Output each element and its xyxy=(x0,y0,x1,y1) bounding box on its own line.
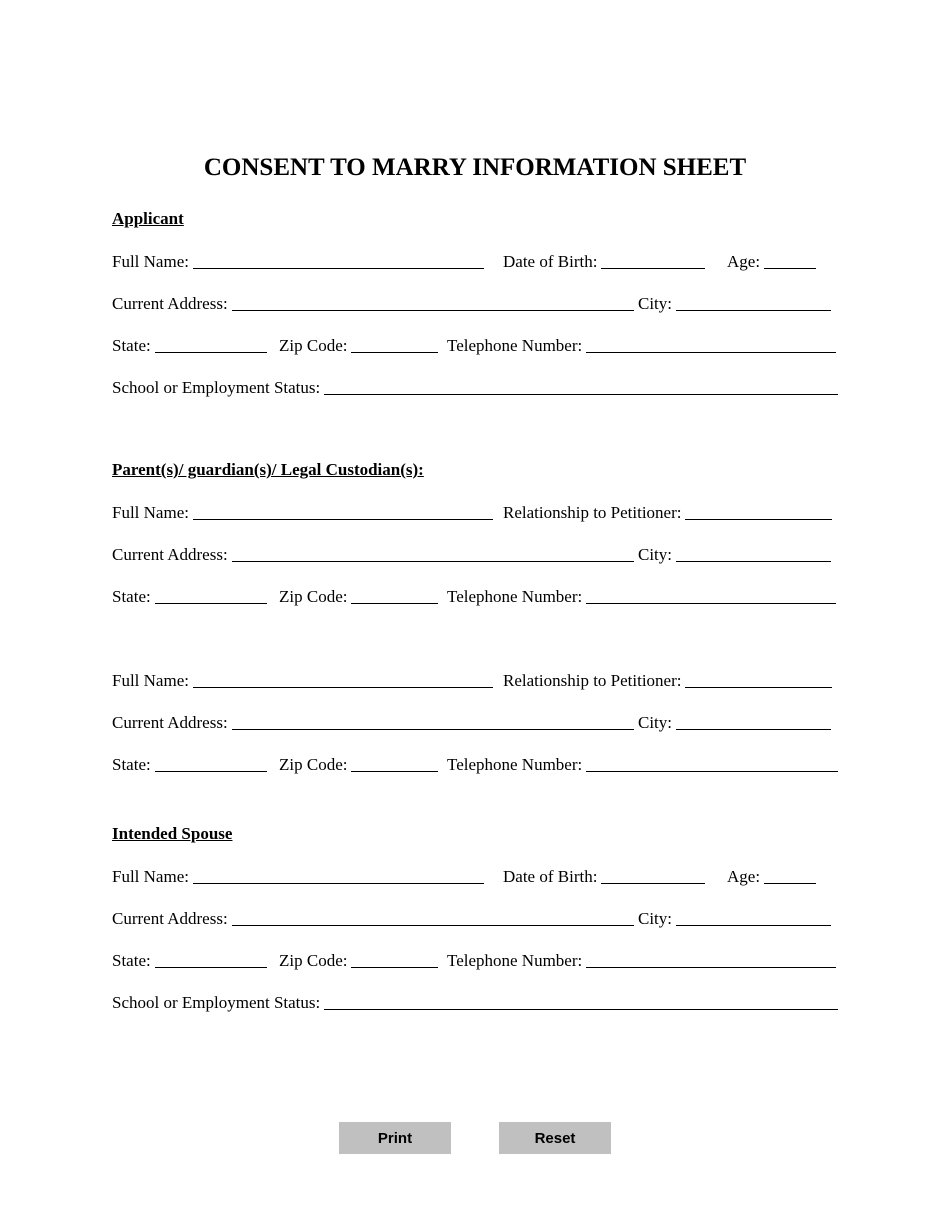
applicant-school-status xyxy=(112,375,838,399)
applicant-age-input[interactable] xyxy=(764,250,816,269)
applicant-telephone xyxy=(447,333,836,357)
school-status-label: School or Employment Status: xyxy=(112,378,321,397)
full-name-label: Full Name: xyxy=(112,671,189,690)
parent2-address-row xyxy=(0,710,950,734)
parent2-address xyxy=(112,710,634,734)
spouse-state-input[interactable] xyxy=(155,949,267,968)
spouse-telephone xyxy=(447,948,836,972)
full-name-label: Full Name: xyxy=(112,252,189,271)
parent1-zip xyxy=(279,584,438,608)
date-of-birth-label: Date of Birth: xyxy=(503,867,598,886)
city-label: City: xyxy=(638,713,673,732)
spouse-status-row xyxy=(0,990,950,1014)
spouse-address-row xyxy=(0,906,950,930)
parent2-relationship xyxy=(503,668,832,692)
parent2-state-input[interactable] xyxy=(155,753,267,772)
parent2-address-input[interactable] xyxy=(232,711,634,730)
parent2-relationship-input[interactable] xyxy=(685,669,832,688)
parent2-full-name xyxy=(112,668,493,692)
full-name-label: Full Name: xyxy=(112,867,189,886)
current-address-label: Current Address: xyxy=(112,909,228,928)
spouse-zip-input[interactable] xyxy=(351,949,438,968)
applicant-full-name-input[interactable] xyxy=(193,250,484,269)
parent1-state-input[interactable] xyxy=(155,585,267,604)
applicant-address-row xyxy=(0,291,950,315)
reset-button[interactable]: Reset xyxy=(499,1122,611,1154)
relationship-label: Relationship to Petitioner: xyxy=(503,671,682,690)
applicant-state-input[interactable] xyxy=(155,334,267,353)
spouse-city-input[interactable] xyxy=(676,907,831,926)
telephone-label: Telephone Number: xyxy=(447,336,583,355)
parent2-state xyxy=(112,752,267,776)
section-heading-parents: Parent(s)/ guardian(s)/ Legal Custodian(s): xyxy=(112,460,424,479)
parent2-name-row xyxy=(0,668,950,692)
spouse-school-status-input[interactable] xyxy=(324,991,838,1010)
parent1-name-row xyxy=(0,500,950,524)
full-name-label: Full Name: xyxy=(112,503,189,522)
city-label: City: xyxy=(638,909,673,928)
applicant-age xyxy=(727,249,816,273)
current-address-label: Current Address: xyxy=(112,545,228,564)
parent1-address xyxy=(112,542,634,566)
parent2-full-name-input[interactable] xyxy=(193,669,493,688)
parent1-state xyxy=(112,584,267,608)
applicant-city-input[interactable] xyxy=(676,292,831,311)
spouse-contact-row xyxy=(0,948,950,972)
applicant-zip xyxy=(279,333,438,357)
parent1-telephone-input[interactable] xyxy=(586,585,836,604)
parent2-city-input[interactable] xyxy=(676,711,831,730)
applicant-state xyxy=(112,333,267,357)
parent1-contact-row xyxy=(0,584,950,608)
spouse-address xyxy=(112,906,634,930)
current-address-label: Current Address: xyxy=(112,713,228,732)
spouse-zip xyxy=(279,948,438,972)
date-of-birth-label: Date of Birth: xyxy=(503,252,598,271)
spouse-city xyxy=(638,906,831,930)
applicant-address-input[interactable] xyxy=(232,292,634,311)
parent1-telephone xyxy=(447,584,836,608)
page-title: CONSENT TO MARRY INFORMATION SHEET xyxy=(203,154,747,181)
spouse-age xyxy=(727,864,816,888)
applicant-telephone-input[interactable] xyxy=(586,334,836,353)
spouse-name-row xyxy=(0,864,950,888)
parent2-city xyxy=(638,710,831,734)
spouse-dob xyxy=(503,864,705,888)
parent1-city xyxy=(638,542,831,566)
section-heading-applicant: Applicant xyxy=(112,209,184,228)
parent1-relationship-input[interactable] xyxy=(685,501,832,520)
applicant-city xyxy=(638,291,831,315)
spouse-school-status xyxy=(112,990,838,1014)
applicant-school-status-input[interactable] xyxy=(324,376,838,395)
spouse-full-name-input[interactable] xyxy=(193,865,484,884)
spouse-address-input[interactable] xyxy=(232,907,634,926)
relationship-label: Relationship to Petitioner: xyxy=(503,503,682,522)
parent2-zip xyxy=(279,752,438,776)
applicant-full-name xyxy=(112,249,484,273)
applicant-name-row xyxy=(0,249,950,273)
zip-code-label: Zip Code: xyxy=(279,336,348,355)
city-label: City: xyxy=(638,294,673,313)
spouse-state xyxy=(112,948,267,972)
state-label: State: xyxy=(112,336,151,355)
age-label: Age: xyxy=(727,867,761,886)
city-label: City: xyxy=(638,545,673,564)
parent1-full-name xyxy=(112,500,493,524)
spouse-dob-input[interactable] xyxy=(601,865,705,884)
zip-code-label: Zip Code: xyxy=(279,755,348,774)
parent2-telephone-input[interactable] xyxy=(586,753,838,772)
applicant-address xyxy=(112,291,634,315)
state-label: State: xyxy=(112,951,151,970)
applicant-dob xyxy=(503,249,705,273)
telephone-label: Telephone Number: xyxy=(447,755,583,774)
current-address-label: Current Address: xyxy=(112,294,228,313)
print-button[interactable]: Print xyxy=(339,1122,451,1154)
telephone-label: Telephone Number: xyxy=(447,951,583,970)
parent2-telephone xyxy=(447,752,838,776)
parent1-relationship xyxy=(503,500,832,524)
applicant-dob-input[interactable] xyxy=(601,250,705,269)
applicant-zip-input[interactable] xyxy=(351,334,438,353)
parent1-full-name-input[interactable] xyxy=(193,501,493,520)
parent1-city-input[interactable] xyxy=(676,543,831,562)
applicant-contact-row xyxy=(0,333,950,357)
applicant-status-row xyxy=(0,375,950,399)
parent2-contact-row xyxy=(0,752,950,776)
parent1-address-row xyxy=(0,542,950,566)
parent2-zip-input[interactable] xyxy=(351,753,438,772)
spouse-age-input[interactable] xyxy=(764,865,816,884)
spouse-telephone-input[interactable] xyxy=(586,949,836,968)
section-heading-spouse: Intended Spouse xyxy=(112,824,233,843)
state-label: State: xyxy=(112,587,151,606)
parent1-zip-input[interactable] xyxy=(351,585,438,604)
zip-code-label: Zip Code: xyxy=(279,587,348,606)
age-label: Age: xyxy=(727,252,761,271)
zip-code-label: Zip Code: xyxy=(279,951,348,970)
state-label: State: xyxy=(112,755,151,774)
telephone-label: Telephone Number: xyxy=(447,587,583,606)
school-status-label: School or Employment Status: xyxy=(112,993,321,1012)
parent1-address-input[interactable] xyxy=(232,543,634,562)
spouse-full-name xyxy=(112,864,484,888)
